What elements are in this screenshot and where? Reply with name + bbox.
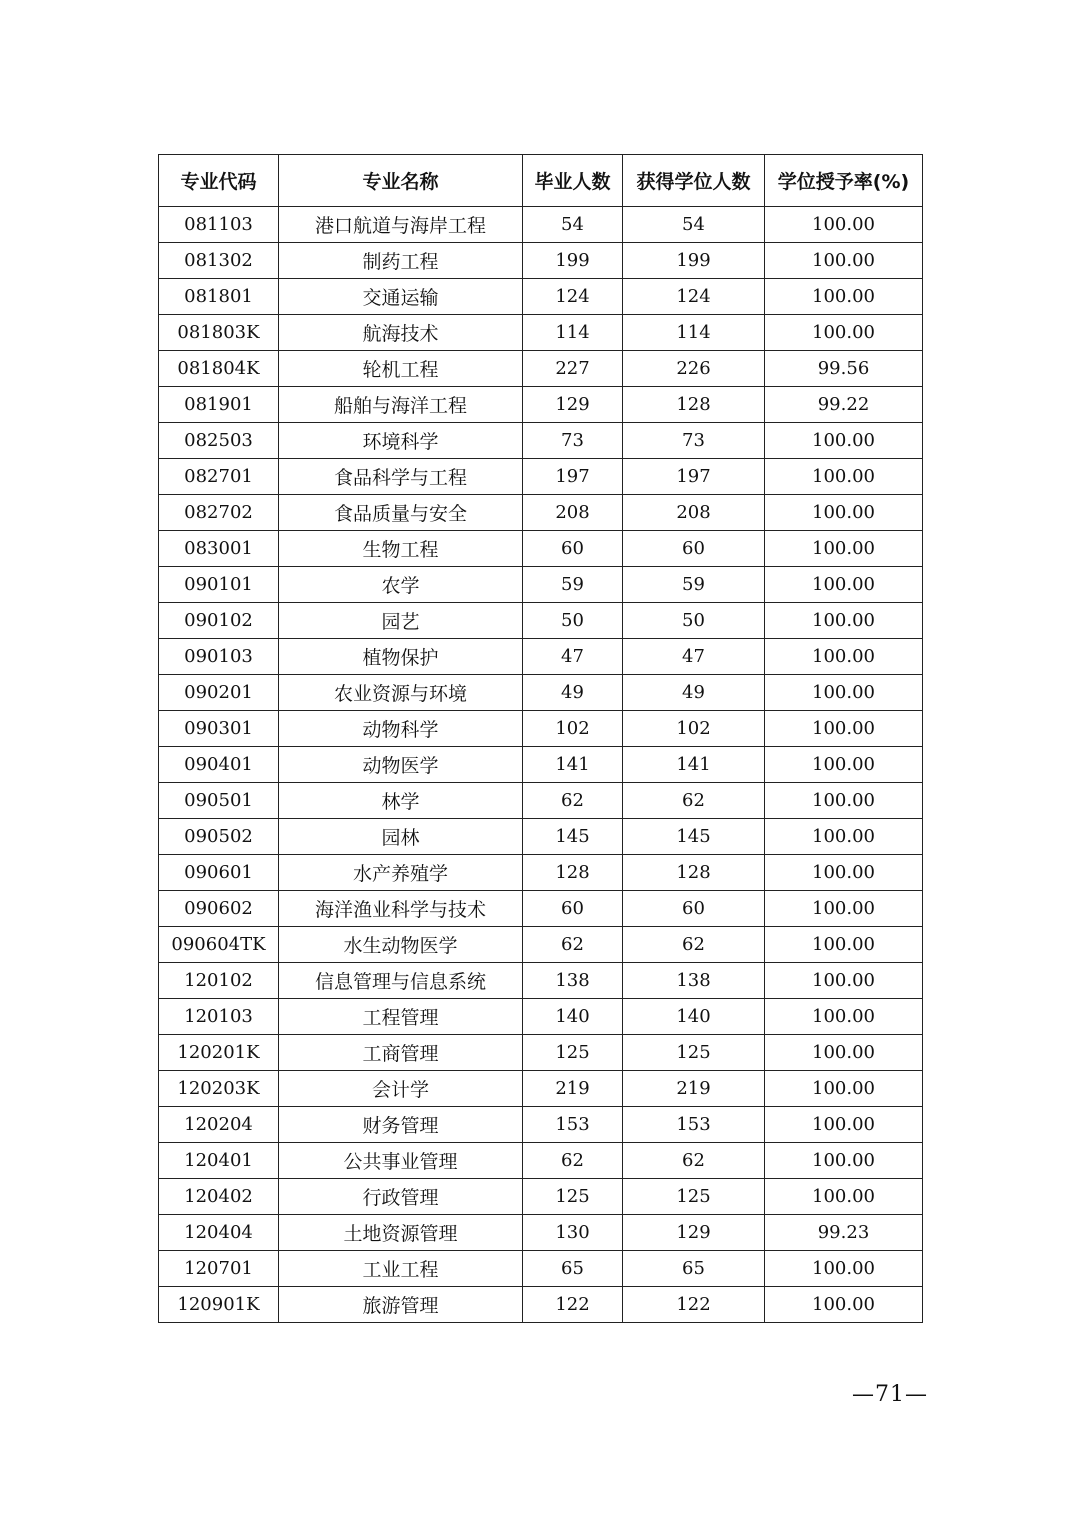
degrees-awarded-cell: 114 bbox=[623, 315, 765, 351]
degrees-awarded-cell: 197 bbox=[623, 459, 765, 495]
header-degrees-awarded: 获得学位人数 bbox=[623, 155, 765, 207]
graduates-cell: 125 bbox=[523, 1179, 623, 1215]
degrees-awarded-cell: 199 bbox=[623, 243, 765, 279]
table-row bbox=[159, 999, 923, 1035]
major-name-cell: 环境科学 bbox=[279, 423, 523, 459]
graduates-cell: 114 bbox=[523, 315, 623, 351]
table-row bbox=[159, 711, 923, 747]
degrees-awarded-cell: 59 bbox=[623, 567, 765, 603]
graduates-cell: 73 bbox=[523, 423, 623, 459]
major-name-cell: 水产养殖学 bbox=[279, 855, 523, 891]
major-code-cell: 120901K bbox=[159, 1287, 279, 1323]
major-name-cell: 植物保护 bbox=[279, 639, 523, 675]
major-code-cell: 090501 bbox=[159, 783, 279, 819]
degrees-awarded-cell: 145 bbox=[623, 819, 765, 855]
graduates-cell: 199 bbox=[523, 243, 623, 279]
major-name-cell: 港口航道与海岸工程 bbox=[279, 207, 523, 243]
major-code-cell: 090101 bbox=[159, 567, 279, 603]
table-row bbox=[159, 747, 923, 783]
major-code-cell: 090103 bbox=[159, 639, 279, 675]
header-major-name: 专业名称 bbox=[279, 155, 523, 207]
major-name-cell: 财务管理 bbox=[279, 1107, 523, 1143]
graduates-cell: 219 bbox=[523, 1071, 623, 1107]
major-code-cell: 120401 bbox=[159, 1143, 279, 1179]
degrees-awarded-cell: 140 bbox=[623, 999, 765, 1035]
major-code-cell: 090102 bbox=[159, 603, 279, 639]
graduates-cell: 122 bbox=[523, 1287, 623, 1323]
major-code-cell: 120203K bbox=[159, 1071, 279, 1107]
major-name-cell: 动物科学 bbox=[279, 711, 523, 747]
major-code-cell: 090602 bbox=[159, 891, 279, 927]
major-code-cell: 090604TK bbox=[159, 927, 279, 963]
table-row bbox=[159, 783, 923, 819]
graduates-cell: 60 bbox=[523, 531, 623, 567]
major-code-cell: 090201 bbox=[159, 675, 279, 711]
major-name-cell: 食品科学与工程 bbox=[279, 459, 523, 495]
major-code-cell: 120404 bbox=[159, 1215, 279, 1251]
award-rate-cell: 100.00 bbox=[765, 783, 923, 819]
degrees-awarded-cell: 153 bbox=[623, 1107, 765, 1143]
table-row bbox=[159, 603, 923, 639]
graduates-cell: 62 bbox=[523, 927, 623, 963]
award-rate-cell: 99.23 bbox=[765, 1215, 923, 1251]
graduates-cell: 208 bbox=[523, 495, 623, 531]
award-rate-cell: 100.00 bbox=[765, 423, 923, 459]
degrees-awarded-cell: 138 bbox=[623, 963, 765, 999]
table-row bbox=[159, 891, 923, 927]
major-code-cell: 082702 bbox=[159, 495, 279, 531]
major-name-cell: 农业资源与环境 bbox=[279, 675, 523, 711]
table-row bbox=[159, 927, 923, 963]
award-rate-cell: 100.00 bbox=[765, 567, 923, 603]
award-rate-cell: 100.00 bbox=[765, 1179, 923, 1215]
degrees-awarded-cell: 129 bbox=[623, 1215, 765, 1251]
major-code-cell: 082701 bbox=[159, 459, 279, 495]
degrees-awarded-cell: 128 bbox=[623, 387, 765, 423]
award-rate-cell: 100.00 bbox=[765, 963, 923, 999]
major-code-cell: 120701 bbox=[159, 1251, 279, 1287]
table-row bbox=[159, 1287, 923, 1323]
table-row bbox=[159, 315, 923, 351]
major-name-cell: 林学 bbox=[279, 783, 523, 819]
major-name-cell: 公共事业管理 bbox=[279, 1143, 523, 1179]
graduates-cell: 130 bbox=[523, 1215, 623, 1251]
award-rate-cell: 100.00 bbox=[765, 927, 923, 963]
table-row bbox=[159, 279, 923, 315]
table-row bbox=[159, 1215, 923, 1251]
major-code-cell: 120102 bbox=[159, 963, 279, 999]
award-rate-cell: 100.00 bbox=[765, 999, 923, 1035]
award-rate-cell: 100.00 bbox=[765, 459, 923, 495]
major-name-cell: 制药工程 bbox=[279, 243, 523, 279]
major-code-cell: 082503 bbox=[159, 423, 279, 459]
award-rate-cell: 100.00 bbox=[765, 747, 923, 783]
degrees-awarded-cell: 73 bbox=[623, 423, 765, 459]
table-row bbox=[159, 639, 923, 675]
major-code-cell: 120103 bbox=[159, 999, 279, 1035]
award-rate-cell: 100.00 bbox=[765, 891, 923, 927]
table-row bbox=[159, 243, 923, 279]
award-rate-cell: 100.00 bbox=[765, 1107, 923, 1143]
table-row bbox=[159, 495, 923, 531]
table-row bbox=[159, 1251, 923, 1287]
degrees-awarded-cell: 124 bbox=[623, 279, 765, 315]
award-rate-cell: 100.00 bbox=[765, 1251, 923, 1287]
degrees-awarded-cell: 122 bbox=[623, 1287, 765, 1323]
award-rate-cell: 100.00 bbox=[765, 315, 923, 351]
award-rate-cell: 100.00 bbox=[765, 279, 923, 315]
award-rate-cell: 100.00 bbox=[765, 819, 923, 855]
major-name-cell: 园艺 bbox=[279, 603, 523, 639]
graduates-cell: 153 bbox=[523, 1107, 623, 1143]
degrees-awarded-cell: 50 bbox=[623, 603, 765, 639]
graduates-cell: 65 bbox=[523, 1251, 623, 1287]
table-row bbox=[159, 423, 923, 459]
award-rate-cell: 100.00 bbox=[765, 675, 923, 711]
award-rate-cell: 99.56 bbox=[765, 351, 923, 387]
table-row bbox=[159, 819, 923, 855]
degrees-awarded-cell: 62 bbox=[623, 927, 765, 963]
major-name-cell: 农学 bbox=[279, 567, 523, 603]
degrees-awarded-cell: 102 bbox=[623, 711, 765, 747]
table-row bbox=[159, 1071, 923, 1107]
major-name-cell: 航海技术 bbox=[279, 315, 523, 351]
graduates-cell: 60 bbox=[523, 891, 623, 927]
degrees-awarded-cell: 65 bbox=[623, 1251, 765, 1287]
graduates-cell: 50 bbox=[523, 603, 623, 639]
degrees-awarded-cell: 47 bbox=[623, 639, 765, 675]
table-row bbox=[159, 1035, 923, 1071]
major-code-cell: 090601 bbox=[159, 855, 279, 891]
major-code-cell: 083001 bbox=[159, 531, 279, 567]
degrees-awarded-cell: 125 bbox=[623, 1035, 765, 1071]
graduates-cell: 49 bbox=[523, 675, 623, 711]
major-code-cell: 081803K bbox=[159, 315, 279, 351]
table-row bbox=[159, 567, 923, 603]
major-name-cell: 船舶与海洋工程 bbox=[279, 387, 523, 423]
major-name-cell: 交通运输 bbox=[279, 279, 523, 315]
table-row bbox=[159, 387, 923, 423]
award-rate-cell: 100.00 bbox=[765, 243, 923, 279]
major-code-cell: 081901 bbox=[159, 387, 279, 423]
header-award-rate: 学位授予率(%) bbox=[765, 155, 923, 207]
degrees-awarded-cell: 128 bbox=[623, 855, 765, 891]
page-number: —71— bbox=[852, 1382, 928, 1407]
degrees-awarded-cell: 125 bbox=[623, 1179, 765, 1215]
major-code-cell: 090301 bbox=[159, 711, 279, 747]
degrees-awarded-cell: 62 bbox=[623, 783, 765, 819]
graduates-cell: 138 bbox=[523, 963, 623, 999]
award-rate-cell: 100.00 bbox=[765, 1071, 923, 1107]
major-name-cell: 食品质量与安全 bbox=[279, 495, 523, 531]
major-name-cell: 水生动物医学 bbox=[279, 927, 523, 963]
graduates-cell: 129 bbox=[523, 387, 623, 423]
major-name-cell: 工程管理 bbox=[279, 999, 523, 1035]
table-row bbox=[159, 675, 923, 711]
table-row bbox=[159, 459, 923, 495]
major-name-cell: 土地资源管理 bbox=[279, 1215, 523, 1251]
major-code-cell: 120402 bbox=[159, 1179, 279, 1215]
degrees-awarded-cell: 141 bbox=[623, 747, 765, 783]
table-row bbox=[159, 855, 923, 891]
degrees-awarded-cell: 226 bbox=[623, 351, 765, 387]
table-row bbox=[159, 207, 923, 243]
major-name-cell: 行政管理 bbox=[279, 1179, 523, 1215]
major-code-cell: 120201K bbox=[159, 1035, 279, 1071]
degrees-awarded-cell: 219 bbox=[623, 1071, 765, 1107]
graduates-cell: 54 bbox=[523, 207, 623, 243]
table-body bbox=[159, 207, 923, 1323]
major-name-cell: 工业工程 bbox=[279, 1251, 523, 1287]
table-header-row bbox=[159, 155, 923, 207]
table-row bbox=[159, 1107, 923, 1143]
table-row bbox=[159, 1143, 923, 1179]
award-rate-cell: 100.00 bbox=[765, 207, 923, 243]
graduates-cell: 47 bbox=[523, 639, 623, 675]
major-name-cell: 生物工程 bbox=[279, 531, 523, 567]
table-row bbox=[159, 351, 923, 387]
award-rate-cell: 100.00 bbox=[765, 639, 923, 675]
graduates-cell: 145 bbox=[523, 819, 623, 855]
degrees-awarded-cell: 54 bbox=[623, 207, 765, 243]
major-name-cell: 动物医学 bbox=[279, 747, 523, 783]
major-code-cell: 081804K bbox=[159, 351, 279, 387]
award-rate-cell: 100.00 bbox=[765, 1035, 923, 1071]
major-name-cell: 会计学 bbox=[279, 1071, 523, 1107]
graduates-cell: 124 bbox=[523, 279, 623, 315]
degrees-awarded-cell: 49 bbox=[623, 675, 765, 711]
award-rate-cell: 100.00 bbox=[765, 855, 923, 891]
degrees-awarded-cell: 62 bbox=[623, 1143, 765, 1179]
major-name-cell: 海洋渔业科学与技术 bbox=[279, 891, 523, 927]
graduates-cell: 227 bbox=[523, 351, 623, 387]
table-row bbox=[159, 963, 923, 999]
major-name-cell: 信息管理与信息系统 bbox=[279, 963, 523, 999]
award-rate-cell: 100.00 bbox=[765, 603, 923, 639]
award-rate-cell: 100.00 bbox=[765, 1287, 923, 1323]
major-code-cell: 081801 bbox=[159, 279, 279, 315]
graduates-cell: 62 bbox=[523, 783, 623, 819]
major-code-cell: 081302 bbox=[159, 243, 279, 279]
graduates-cell: 197 bbox=[523, 459, 623, 495]
major-code-cell: 081103 bbox=[159, 207, 279, 243]
graduates-cell: 59 bbox=[523, 567, 623, 603]
degrees-awarded-cell: 60 bbox=[623, 891, 765, 927]
header-major-code: 专业代码 bbox=[159, 155, 279, 207]
header-graduates: 毕业人数 bbox=[523, 155, 623, 207]
major-name-cell: 工商管理 bbox=[279, 1035, 523, 1071]
award-rate-cell: 100.00 bbox=[765, 711, 923, 747]
major-code-cell: 090401 bbox=[159, 747, 279, 783]
degrees-awarded-cell: 208 bbox=[623, 495, 765, 531]
award-rate-cell: 100.00 bbox=[765, 495, 923, 531]
graduates-cell: 141 bbox=[523, 747, 623, 783]
graduates-cell: 62 bbox=[523, 1143, 623, 1179]
major-name-cell: 旅游管理 bbox=[279, 1287, 523, 1323]
major-name-cell: 轮机工程 bbox=[279, 351, 523, 387]
award-rate-cell: 100.00 bbox=[765, 1143, 923, 1179]
major-code-cell: 090502 bbox=[159, 819, 279, 855]
degrees-awarded-cell: 60 bbox=[623, 531, 765, 567]
graduates-cell: 128 bbox=[523, 855, 623, 891]
table-row bbox=[159, 531, 923, 567]
award-rate-cell: 100.00 bbox=[765, 531, 923, 567]
graduates-cell: 125 bbox=[523, 1035, 623, 1071]
graduates-cell: 140 bbox=[523, 999, 623, 1035]
major-code-cell: 120204 bbox=[159, 1107, 279, 1143]
graduates-cell: 102 bbox=[523, 711, 623, 747]
major-name-cell: 园林 bbox=[279, 819, 523, 855]
table-row bbox=[159, 1179, 923, 1215]
degree-statistics-table bbox=[158, 154, 923, 1323]
award-rate-cell: 99.22 bbox=[765, 387, 923, 423]
